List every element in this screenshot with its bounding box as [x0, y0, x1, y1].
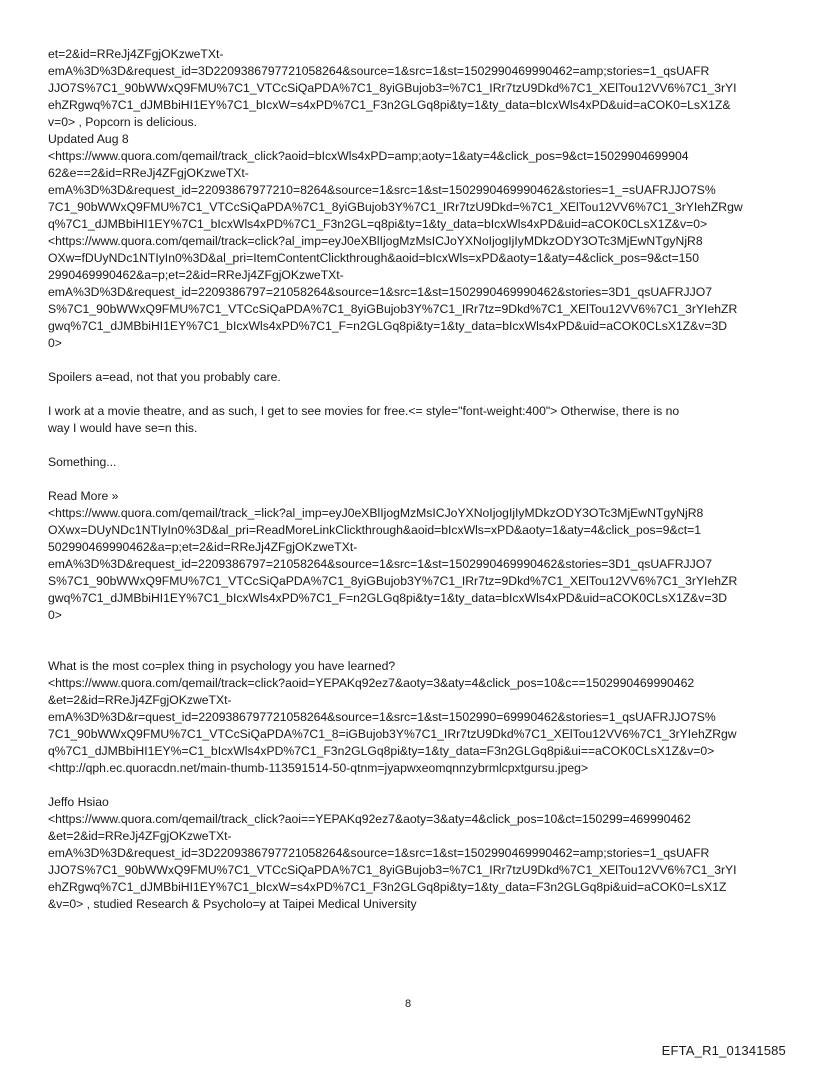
- blank-line: [48, 352, 776, 369]
- text-line: OXw=fDUyNDc1NTIyIn0%3D&al_pri=ItemContentClickthrough&aoid=bIcxWls=xPD&aoty=1&aty=4&click_pos=9&ct=150: [48, 251, 699, 265]
- blank-line: [48, 471, 776, 488]
- text-line: emA%3D%3D&request_id=3D2209386797721058264&source=1&src=1&st=1502990469990462=amp;stories=1_qsUAFR: [48, 846, 710, 860]
- text-line: ehZRgwq%7C1_dJMBbiHI1EY%7C1_bIcxW=s4xPD%7C1_F3n2GLGq8pi&ty=1&ty_data=F3n2GLGq8pi&uid=aCOK0=LsX1Z: [48, 880, 727, 894]
- text-line: 7C1_90bWWxQ9FMU%7C1_VTCcSiQaPDA%7C1_8yiGBujob3Y%7C1_IRr7tzU9Dkd=%7C1_XElTou12VV6%7C1_3rYIehZRgw: [48, 200, 743, 214]
- blank-line: [48, 777, 776, 794]
- text-line: q%7C1_dJMBbiHI1EY%=C1_bIcxWls4xPD%7C1_F3n2GLGq8pi&ty=1&ty_data=F3n2GLGq8pi&ui==aCOK0CLsX1Z&v=0>: [48, 744, 715, 758]
- text-line: way I would have se=n this.: [48, 421, 198, 435]
- text-line: emA%3D%3D&request_id=3D2209386797721058264&source=1&src=1&st=1502990469990462=amp;stories=1_qsUAFR: [48, 64, 710, 78]
- text-line: Jeffo Hsiao: [48, 795, 109, 809]
- text-line: 7C1_90bWWxQ9FMU%7C1_VTCcSiQaPDA%7C1_8=iGBujob3Y%7C1_IRr7tzU9Dkd%7C1_XElTou12VV6%7C1_3rYIehZRgw: [48, 727, 737, 741]
- text-line: S%7C1_90bWWxQ9FMU%7C1_VTCcSiQaPDA%7C1_8yiGBujob3Y%7C1_IRr7tz=9Dkd%7C1_XElTou12VV6%7C1_3rYIehZR: [48, 302, 738, 316]
- text-line: S%7C1_90bWWxQ9FMU%7C1_VTCcSiQaPDA%7C1_8yiGBujob3Y%7C1_IRr7tz=9Dkd%7C1_XElTou12VV6%7C1_3rYIehZR: [48, 574, 738, 588]
- text-line: v=0> , Popcorn is delicious.: [48, 115, 198, 129]
- text-line: emA%3D%3D&request_id=2209386797=21058264&source=1&src=1&st=1502990469990462&stories=3D1_qsUAFRJJO7: [48, 285, 712, 299]
- text-line: <https://www.quora.com/qemail/track_click?aoid=bIcxWls4xPD=amp;aoty=1&aty=4&click_pos=9&ct=15029904699904: [48, 149, 689, 163]
- text-line: Read More »: [48, 489, 119, 503]
- text-line: I work at a movie theatre, and as such, I get to see movies for free.<= style="font-weight:400"> Otherwise, there is no: [48, 404, 680, 418]
- text-line: <https://www.quora.com/qemail/track_click?aoi==YEPAKq92ez7&aoty=3&aty=4&click_pos=10&ct=150299=469990462: [48, 812, 691, 826]
- text-line: <http://qph.ec.quoracdn.net/main-thumb-113591514-50-qtnm=jyapwxeomqnnzybrmlcpxtgursu.jpeg>: [48, 761, 589, 775]
- text-line: q%7C1_dJMBbiHI1EY%7C1_bIcxWls4xPD%7C1_F3n2GL=q8pi&ty=1&ty_data=bIcxWls4xPD&uid=aCOK0CLsX1Z&v=0>: [48, 217, 708, 231]
- text-line: Spoilers a=ead, not that you probably care.: [48, 370, 281, 384]
- text-line: <https://www.quora.com/qemail/track=click?aoid=YEPAKq92ez7&aoty=3&aty=4&click_pos=10&c==1502990469990462: [48, 676, 695, 690]
- text-line: et=2&id=RReJj4ZFgjOKzweTXt-: [48, 47, 224, 61]
- text-line: emA%3D%3D&request_id=22093867977210=8264&source=1&src=1&st=1502990469990462&stories=1_=sUAFRJJO7S%: [48, 183, 716, 197]
- text-line: JJO7S%7C1_90bWWxQ9FMU%7C1_VTCcSiQaPDA%7C1_8yiGBujob3=%7C1_IRr7tzU9Dkd%7C1_XElTou12VV6%7C1_3rYI: [48, 863, 737, 877]
- text-line: &v=0> , studied Research & Psycholo=y at Taipei Medical University: [48, 897, 417, 911]
- text-line: <https://www.quora.com/qemail/track_=lick?al_imp=eyJ0eXBlIjogMzMsICJoYXNoIjogIjIyMDkzODY3OTc3MjEwNTgyNjR8: [48, 506, 704, 520]
- text-line: gwq%7C1_dJMBbiHI1EY%7C1_bIcxWls4xPD%7C1_F=n2GLGq8pi&ty=1&ty_data=bIcxWls4xPD&uid=aCOK0CLsX1Z&v=3D: [48, 319, 728, 333]
- text-line: emA%3D%3D&r=quest_id=2209386797721058264&source=1&src=1&st=1502990=69990462&stories=1_qsUAFRJJO7S%: [48, 710, 716, 724]
- document-id-footer: EFTA_R1_01341585: [661, 1043, 786, 1058]
- text-line: JJO7S%7C1_90bWWxQ9FMU%7C1_VTCcSiQaPDA%7C1_8yiGBujob3=%7C1_IRr7tzU9Dkd%7C1_XElTou12VV6%7C1_3rYI: [48, 81, 737, 95]
- text-line: ehZRgwq%7C1_dJMBbiHI1EY%7C1_bIcxW=s4xPD%7C1_F3n2GLGq8pi&ty=1&ty_data=bIcxWls4xPD&uid=aCOK0=LsX1Z&: [48, 98, 731, 112]
- text-line: 0>: [48, 608, 62, 622]
- document-body: [48, 46, 776, 913]
- text-line: <https://www.quora.com/qemail/track=click?al_imp=eyJ0eXBlIjogMzMsICJoYXNoIjogIjIyMDkzODY3OTc3MjEwNTgyNjR8: [48, 234, 703, 248]
- text-line: emA%3D%3D&request_id=2209386797=21058264&source=1&src=1&st=1502990469990462&stories=3D1_qsUAFRJJO7: [48, 557, 712, 571]
- text-line: 2990469990462&a=p;et=2&id=RReJj4ZFgjOKzweTXt-: [48, 268, 344, 282]
- text-line: 0>: [48, 336, 62, 350]
- text-line: &et=2&id=RReJj4ZFgjOKzweTXt-: [48, 829, 232, 843]
- blank-line: [48, 624, 776, 641]
- blank-line: [48, 386, 776, 403]
- text-line: Updated Aug 8: [48, 132, 129, 146]
- text-line: 502990469990462&a=p;et=2&id=RReJj4ZFgjOKzweTXt-: [48, 540, 358, 554]
- text-line: gwq%7C1_dJMBbiHI1EY%7C1_bIcxWls4xPD%7C1_F=n2GLGq8pi&ty=1&ty_data=bIcxWls4xPD&uid=aCOK0CLsX1Z&v=3D: [48, 591, 728, 605]
- page-number: 8: [404, 998, 412, 1010]
- text-line: OXwx=DUyNDc1NTIyIn0%3D&al_pri=ReadMoreLinkClickthrough&aoid=bIcxWls=xPD&aoty=1&aty=4&click_pos=9&ct=1: [48, 523, 702, 537]
- text-line: What is the most co=plex thing in psychology you have learned?: [48, 659, 396, 673]
- text-line: 62&e==2&id=RReJj4ZFgjOKzweTXt-: [48, 166, 249, 180]
- blank-line: [48, 437, 776, 454]
- text-line: &et=2&id=RReJj4ZFgjOKzweTXt-: [48, 693, 232, 707]
- text-line: Something...: [48, 455, 117, 469]
- blank-line: [48, 641, 776, 658]
- text-lines: [48, 46, 776, 913]
